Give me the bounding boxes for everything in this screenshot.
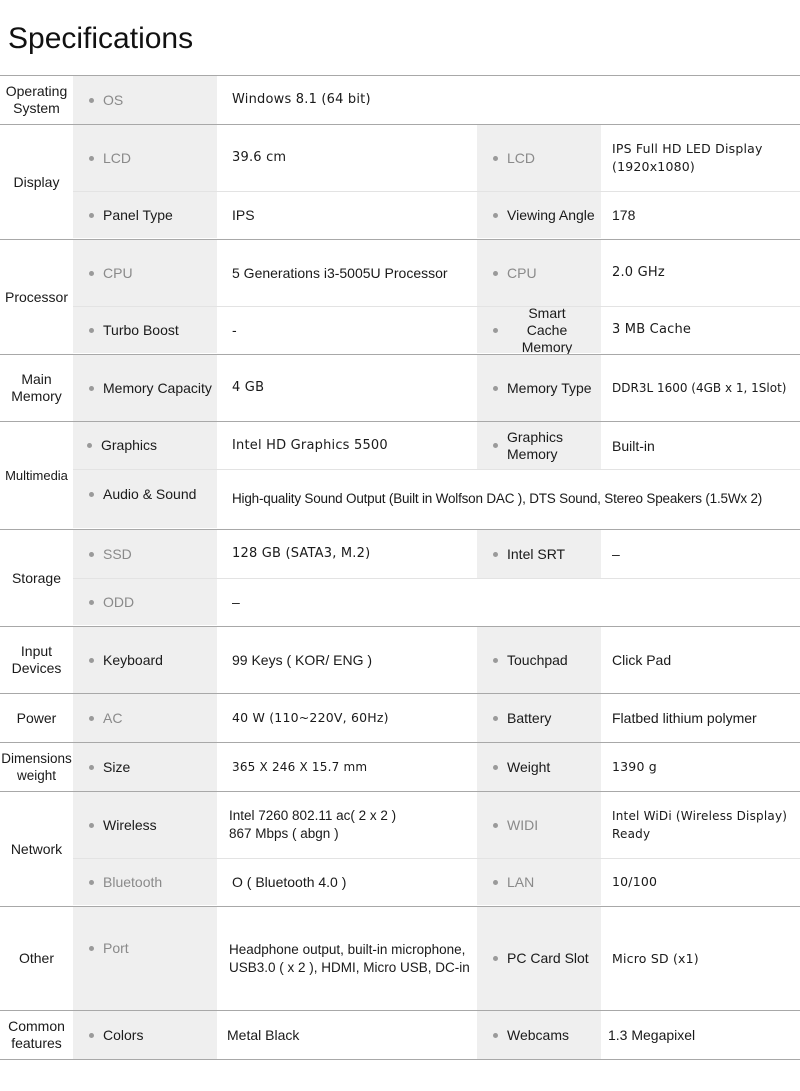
spec-label-keyboard: Keyboard: [73, 627, 217, 693]
group-dimensions: [0, 742, 800, 791]
category-label: Network: [10, 840, 63, 857]
bullet-icon: [493, 956, 498, 961]
bullet-icon: [89, 213, 94, 218]
spec-label-srt: Intel SRT: [477, 530, 601, 578]
spec-row: [73, 240, 800, 306]
bullet-icon: [493, 765, 498, 770]
spec-value-srt: –: [612, 546, 620, 562]
spec-label-wireless: Wireless: [73, 792, 217, 858]
bullet-icon: [493, 552, 498, 557]
bullet-icon: [89, 600, 94, 605]
spec-value-panel: IPS: [232, 207, 255, 223]
spec-label-gmem: Graphics Memory: [477, 422, 601, 469]
spec-value-size: 365 X 246 X 15.7 mm: [232, 760, 368, 774]
spec-value-graphics: Intel HD Graphics 5500: [232, 437, 388, 453]
category-label: Main Memory: [11, 371, 62, 404]
spec-label-size: Size: [73, 743, 217, 791]
category-label: Storage: [11, 569, 62, 586]
spec-row: [73, 355, 800, 421]
bullet-icon: [493, 213, 498, 218]
group-other: [0, 906, 800, 1010]
group-power: [0, 693, 800, 742]
bullet-icon: [493, 716, 498, 721]
category-label: Input Devices: [11, 643, 62, 676]
category-label: Display: [13, 173, 60, 190]
category-label: Common features: [8, 1018, 65, 1051]
spec-value-lcd-2: IPS Full HD LED Display (1920x1080): [612, 141, 763, 174]
spec-value-angle: 178: [612, 207, 636, 223]
spec-row: [73, 907, 800, 1010]
spec-table: [0, 75, 800, 1060]
spec-row: [73, 422, 800, 469]
spec-value-touchpad: Click Pad: [612, 652, 672, 668]
spec-value-colors: Metal Black: [227, 1027, 300, 1043]
bullet-icon: [493, 823, 498, 828]
spec-value-cpu-2: 2.0 GHz: [612, 265, 665, 280]
spec-label-ac: AC: [73, 694, 217, 742]
bullet-icon: [89, 880, 94, 885]
spec-label-audio: Audio & Sound: [73, 470, 217, 528]
spec-value-memtype: DDR3L 1600 (4GB x 1, 1Slot): [612, 381, 787, 395]
bullet-icon: [87, 443, 92, 448]
spec-row: [73, 469, 800, 528]
spec-value-ssd: 128 GB (SATA3, M.2): [232, 546, 371, 561]
bullet-icon: [89, 552, 94, 557]
group-memory: [0, 354, 800, 421]
spec-label-bluetooth: Bluetooth: [73, 859, 217, 905]
bullet-icon: [493, 271, 498, 276]
spec-row: [73, 578, 800, 625]
spec-label-lcd-2: LCD: [477, 125, 601, 191]
spec-value-lcd: 39.6 cm: [232, 150, 287, 165]
spec-value-widi: Intel WiDi (Wireless Display) Ready: [612, 809, 788, 841]
spec-row: [73, 530, 800, 578]
spec-label-battery: Battery: [477, 694, 601, 742]
spec-label-graphics: Graphics: [73, 422, 217, 469]
bullet-icon: [89, 271, 94, 276]
group-display: [0, 124, 800, 239]
bullet-icon: [89, 658, 94, 663]
spec-value-bluetooth: O ( Bluetooth 4.0 ): [232, 874, 347, 890]
group-common: [0, 1010, 800, 1060]
spec-row: [73, 306, 800, 353]
spec-row: [73, 858, 800, 905]
spec-label-cpu-2: CPU: [477, 240, 601, 306]
bullet-icon: [493, 880, 498, 885]
spec-value-keyboard: 99 Keys ( KOR/ ENG ): [232, 652, 373, 668]
group-input: [0, 626, 800, 693]
spec-label-touchpad: Touchpad: [477, 627, 601, 693]
bullet-icon: [493, 658, 498, 663]
spec-label-port: Port: [73, 907, 217, 1010]
spec-row: [73, 694, 800, 742]
bullet-icon: [493, 156, 498, 161]
group-storage: [0, 529, 800, 626]
bullet-icon: [89, 156, 94, 161]
category-label: Power: [16, 709, 57, 726]
spec-label-widi: WIDI: [477, 792, 601, 858]
bullet-icon: [493, 328, 498, 333]
bullet-icon: [89, 98, 94, 103]
spec-value-os: Windows 8.1 (64 bit): [232, 92, 371, 107]
bullet-icon: [493, 386, 498, 391]
category-label: Dimensions weight: [1, 751, 72, 783]
spec-value-wireless: Intel 7260 802.11 ac( 2 x 2 ) 867 Mbps ( abgn ): [229, 808, 397, 841]
spec-row: [73, 76, 800, 124]
spec-label-turbo: Turbo Boost: [73, 307, 217, 353]
spec-value-webcam: 1.3 Megapixel: [608, 1027, 696, 1043]
spec-label-pcslot: PC Card Slot: [477, 907, 601, 1010]
category-label: Operating System: [5, 83, 68, 116]
spec-label-cache: Smart Cache Memory: [477, 307, 601, 353]
spec-label-lcd: LCD: [73, 125, 217, 191]
spec-value-capacity: 4 GB: [232, 380, 265, 395]
spec-row: [73, 627, 800, 693]
group-multimedia: [0, 421, 800, 529]
spec-value-gmem: Built-in: [612, 437, 655, 454]
bullet-icon: [89, 492, 94, 497]
spec-label-webcam: Webcams: [477, 1011, 601, 1059]
spec-value-ac: 40 W (110~220V, 60Hz): [232, 710, 389, 725]
bullet-icon: [493, 1033, 498, 1038]
category-label: Processor: [4, 288, 69, 305]
spec-value-weight: 1390 g: [612, 759, 657, 774]
bullet-icon: [89, 946, 94, 951]
spec-value-cache: 3 MB Cache: [612, 322, 692, 337]
bullet-icon: [89, 1033, 94, 1038]
spec-row: [73, 743, 800, 791]
spec-label-cpu: CPU: [73, 240, 217, 306]
spec-label-ssd: SSD: [73, 530, 217, 578]
group-processor: [0, 239, 800, 354]
spec-label-weight: Weight: [477, 743, 601, 791]
spec-row: [73, 1011, 800, 1059]
spec-value-odd: –: [232, 594, 240, 610]
spec-label-memtype: Memory Type: [477, 355, 601, 421]
spec-label-panel: Panel Type: [73, 192, 217, 238]
page-title: Specifications: [8, 22, 194, 55]
group-network: [0, 791, 800, 906]
bullet-icon: [89, 823, 94, 828]
bullet-icon: [89, 386, 94, 391]
spec-row: [73, 792, 800, 858]
spec-label-angle: Viewing Angle: [477, 192, 601, 238]
category-label: Other: [18, 950, 54, 966]
spec-row: [73, 191, 800, 238]
spec-value-lan: 10/100: [612, 874, 658, 889]
spec-label-os: OS: [73, 76, 217, 124]
spec-value-turbo: -: [232, 322, 237, 338]
spec-value-cpu: 5 Generations i3-5005U Processor: [232, 265, 448, 281]
bullet-icon: [89, 328, 94, 333]
spec-value-port: Headphone output, built-in microphone, USB3.0 ( x 2 ), HDMI, Micro USB, DC-in: [229, 941, 470, 975]
group-os: [0, 75, 800, 124]
bullet-icon: [493, 443, 498, 448]
bullet-icon: [89, 716, 94, 721]
spec-value-audio: High-quality Sound Output (Built in Wolfson DAC ), DTS Sound, Stereo Speakers (1.5Wx 2): [232, 491, 763, 506]
spec-label-capacity: Memory Capacity: [73, 355, 217, 421]
bullet-icon: [89, 765, 94, 770]
spec-label-colors: Colors: [73, 1011, 217, 1059]
spec-row: [73, 125, 800, 191]
spec-value-pcslot: Micro SD (x1): [612, 950, 699, 966]
spec-value-battery: Flatbed lithium polymer: [612, 710, 757, 726]
category-label: Multimedia: [5, 468, 68, 483]
spec-label-odd: ODD: [73, 579, 217, 625]
spec-label-lan: LAN: [477, 859, 601, 905]
